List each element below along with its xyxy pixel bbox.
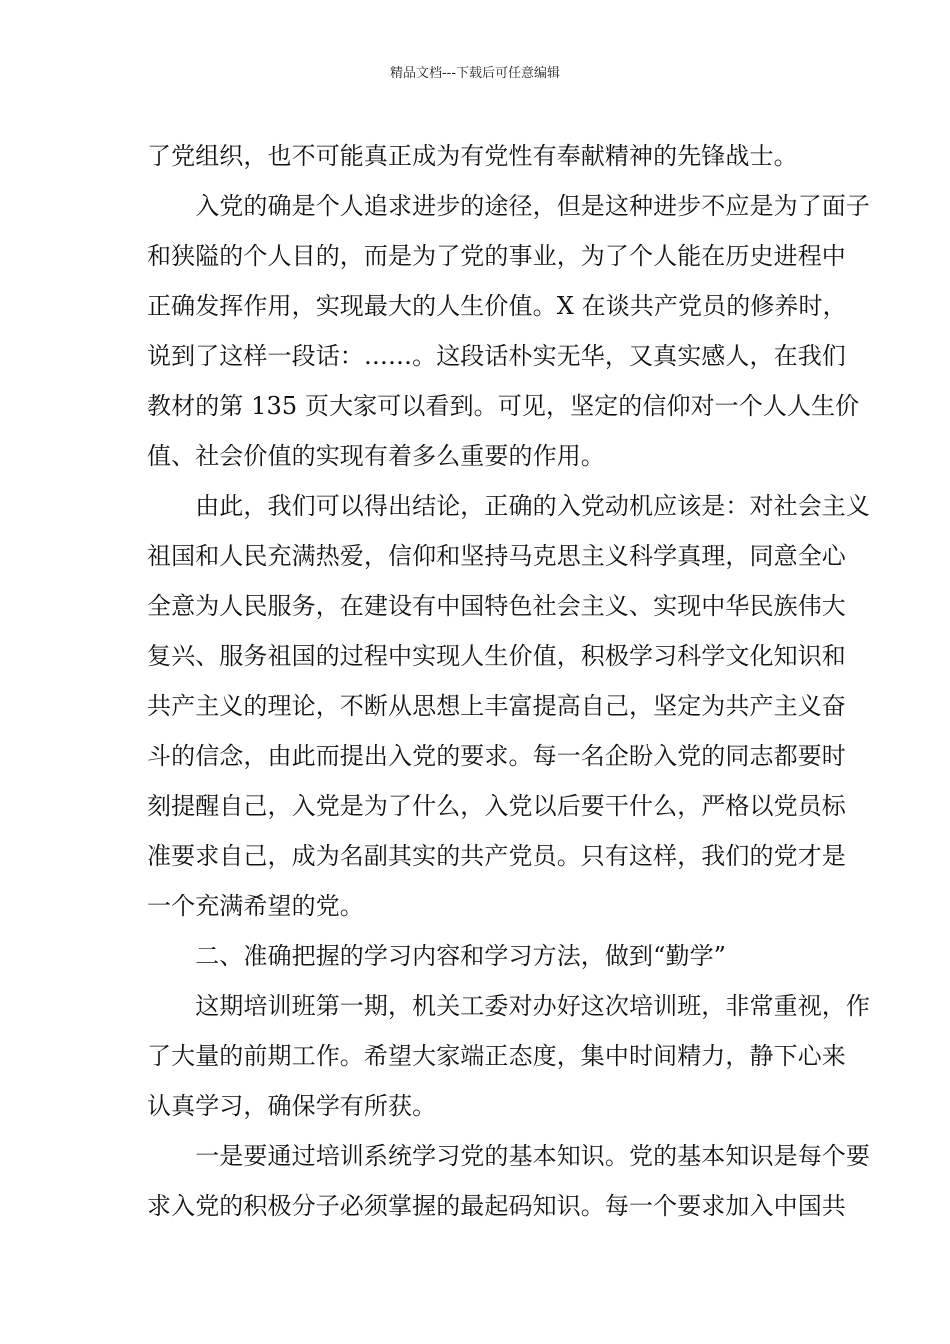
text-line: 祖国和人民充满热爱，信仰和坚持马克思主义科学真理，同意全心	[147, 542, 846, 570]
text-line: 全意为人民服务，在建设有中国特色社会主义、实现中华民族伟大	[147, 592, 846, 620]
text-line: 复兴、服务祖国的过程中实现人生价值，积极学习科学文化知识和	[147, 642, 846, 670]
text-line: 准要求自己，成为名副其实的共产党员。只有这样，我们的党才是	[147, 842, 846, 870]
document-body	[147, 131, 870, 1231]
text-line: 一个充满希望的党。	[147, 892, 364, 920]
text-line: 值、社会价值的实现有着多么重要的作用。	[147, 442, 605, 470]
text-line: 教材的第 135 页大家可以看到。可见，坚定的信仰对一个人人生价	[147, 392, 860, 420]
text-line: 入党的确是个人追求进步的途径，但是这种进步不应是为了面子	[147, 192, 870, 220]
text-line: 共产主义的理论，不断从思想上丰富提高自己，坚定为共产主义奋	[147, 692, 846, 720]
page-header: 精品文档---下载后可任意编辑	[389, 66, 561, 81]
text-line: 认真学习，确保学有所获。	[147, 1092, 437, 1120]
text-line: 正确发挥作用，实现最大的人生价值。X 在谈共产党员的修养时，	[147, 292, 847, 320]
text-line: 这期培训班第一期，机关工委对办好这次培训班，非常重视，作	[147, 992, 870, 1020]
text-line: 求入党的积极分子必须掌握的最起码知识。每一个要求加入中国共	[147, 1192, 846, 1220]
text-line: 刻提醒自己，入党是为了什么，入党以后要干什么，严格以党员标	[147, 792, 846, 820]
text-line: 和狭隘的个人目的，而是为了党的事业，为了个人能在历史进程中	[147, 242, 846, 270]
text-line: 由此，我们可以得出结论，正确的入党动机应该是：对社会主义	[147, 492, 870, 520]
text-line: 了大量的前期工作。希望大家端正态度，集中时间精力，静下心来	[147, 1042, 846, 1070]
text-line: 斗的信念，由此而提出入党的要求。每一名企盼入党的同志都要时	[147, 742, 846, 770]
text-line: 说到了这样一段话：……。这段话朴实无华，又真实感人，在我们	[147, 342, 846, 370]
text-line: 一是要通过培训系统学习党的基本知识。党的基本知识是每个要	[147, 1142, 870, 1170]
text-line: 了党组织，也不可能真正成为有党性有奉献精神的先锋战士。	[147, 142, 798, 170]
section-heading: 二、准确把握的学习内容和学习方法，做到“勤学”	[147, 942, 727, 970]
